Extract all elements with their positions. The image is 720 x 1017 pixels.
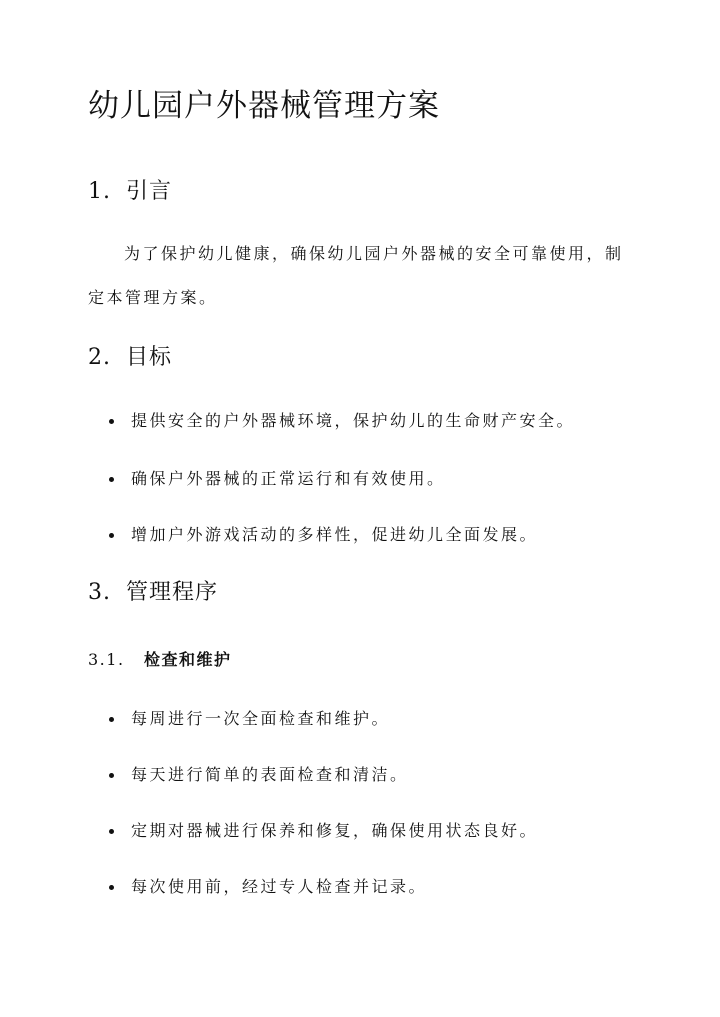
bullet-icon — [109, 773, 114, 778]
subsection-number: 3.1. — [88, 650, 125, 669]
list-item — [109, 762, 669, 788]
document-title: 幼儿园户外器械管理方案 — [88, 88, 440, 124]
section-title: 引言 — [126, 179, 173, 204]
section-number: 3. — [88, 580, 111, 605]
section-number: 1. — [88, 179, 111, 204]
section-heading-introduction — [88, 178, 172, 206]
list-item-text: 每周进行一次全面检查和维护。 — [131, 709, 391, 728]
section-title: 管理程序 — [126, 580, 219, 605]
subsection-title: 检查和维护 — [144, 650, 232, 669]
section-heading-goals — [88, 344, 172, 372]
section-heading-management — [88, 579, 218, 607]
list-item — [109, 874, 669, 900]
list-item-text: 每次使用前，经过专人检查并记录。 — [131, 877, 428, 896]
section-number: 2. — [88, 345, 111, 370]
section-title: 目标 — [126, 345, 173, 370]
bullet-icon — [109, 533, 114, 538]
bullet-icon — [109, 717, 114, 722]
introduction-paragraph: 为了保护幼儿健康，确保幼儿园户外器械的安全可靠使用，制定本管理方案。 — [88, 244, 624, 307]
list-item — [109, 408, 669, 434]
bullet-icon — [109, 885, 114, 890]
list-item-text: 提供安全的户外器械环境，保护幼儿的生命财产安全。 — [131, 411, 576, 430]
list-item-text: 确保户外器械的正常运行和有效使用。 — [131, 469, 446, 488]
bullet-icon — [109, 419, 114, 424]
bullet-icon — [109, 477, 114, 482]
list-item — [109, 466, 669, 492]
list-item-text: 定期对器械进行保养和修复，确保使用状态良好。 — [131, 821, 539, 840]
list-item — [109, 522, 669, 548]
list-item-text: 增加户外游戏活动的多样性，促进幼儿全面发展。 — [131, 525, 539, 544]
list-item — [109, 818, 669, 844]
list-item-text: 每天进行简单的表面检查和清洁。 — [131, 765, 409, 784]
bullet-icon — [109, 829, 114, 834]
list-item — [109, 706, 669, 732]
subsection-heading-inspection — [88, 649, 232, 671]
